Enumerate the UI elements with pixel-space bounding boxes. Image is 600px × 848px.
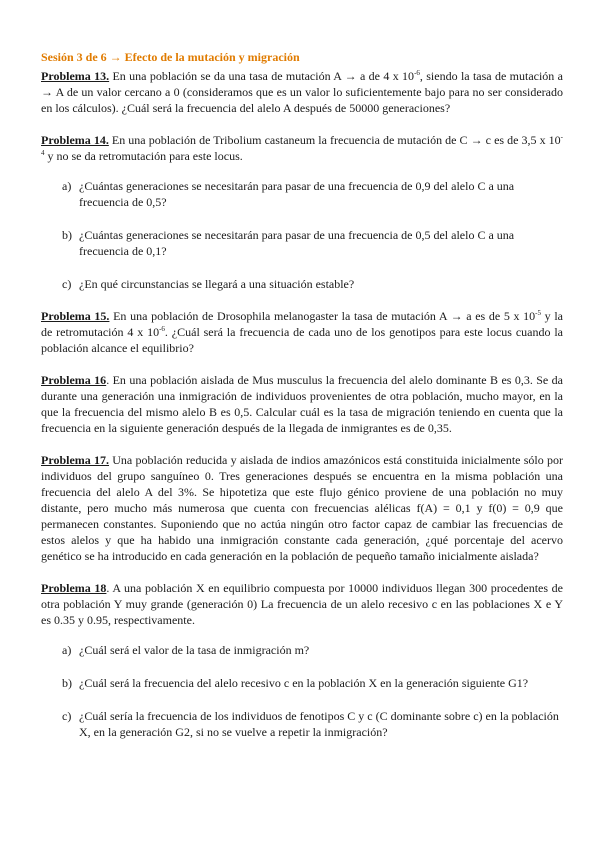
item-marker: b)	[62, 228, 72, 242]
list-item	[62, 675, 563, 691]
problem-18-questions	[41, 642, 563, 740]
item-text: ¿Cuál sería la frecuencia de los individuos de fenotipos C y c (C dominante sobre c) en la población X, en la generación G2, si no se vuelve a repetir la inmigración?	[79, 709, 559, 739]
problem-text: En una población de Drosophila melanogaster la tasa de mutación A → a es de 5 x 10	[109, 309, 536, 323]
problem-title: Problema 16	[41, 373, 107, 387]
list-item	[62, 227, 563, 259]
session-heading: Sesión 3 de 6 → Efecto de la mutación y migración	[41, 50, 300, 64]
item-marker: a)	[62, 179, 72, 193]
problem-title: Problema 14.	[41, 133, 109, 147]
item-text: ¿Cuántas generaciones se necesitarán para pasar de una frecuencia de 0,9 del alelo C a una frecuencia de 0,5?	[79, 179, 515, 209]
problem-text: . ¿Cuál será la frecuencia de cada uno de los genotipos para este locus cuando la población alcance el equilibrio?	[41, 325, 563, 355]
problem-text: y no se da retromutación para este locus.	[44, 149, 243, 163]
item-marker: a)	[62, 643, 72, 657]
problem-text: En una población se da una tasa de mutación A → a de 4 x 10	[109, 69, 415, 83]
exponent: -5	[535, 309, 542, 317]
item-text: ¿Cuál será la frecuencia del alelo recesivo c en la población X en la generación siguiente G1?	[79, 676, 529, 690]
document-page	[41, 50, 563, 756]
problem-title: Problema 13.	[41, 69, 110, 83]
list-item	[62, 178, 563, 210]
problem-title: Problema 15.	[41, 309, 110, 323]
item-text: ¿Cuántas generaciones se necesitarán para pasar de una frecuencia de 0,5 del alelo C a una frecuencia de 0,1?	[79, 228, 515, 258]
problem-15	[41, 308, 563, 356]
item-marker: c)	[62, 277, 72, 291]
list-item	[62, 276, 563, 292]
problem-text: , siendo la tasa de mutación a → A de un valor cercano a 0 (consideramos que es un valor lo suficientemente bajo para no ser considerado en los cálculos). ¿Cuál será la frecuencia del alelo A después de 50000 generaciones?	[41, 69, 563, 115]
exponent: -6	[414, 69, 420, 77]
problem-14	[41, 132, 563, 164]
problem-text: . A una población X en equilibrio compuesta por 10000 individuos llegan 300 procedentes de otra población Y muy grande (generación 0) La frecuencia de un alelo recesivo c en las poblaciones X e Y es 0.35 y 0.95, respectivamente.	[41, 581, 563, 627]
problem-text: En una población de Tribolium castaneum la frecuencia de mutación de C → c es de 3,5 x 10	[108, 133, 561, 147]
item-marker: c)	[62, 709, 72, 723]
item-text: ¿En qué circunstancias se llegará a una situación estable?	[79, 277, 355, 291]
problem-13	[41, 68, 563, 116]
problem-14-questions	[41, 178, 563, 292]
problem-title: Problema 18	[41, 581, 107, 595]
exponent: -4	[41, 133, 563, 157]
problem-text: Una población reducida y aislada de indios amazónicos está constituida inicialmente sólo por individuos del grupo sanguíneo 0. Tres generaciones después se encuentra en la misma población una frecuencia del alelo A del 3%. Se hipotetiza que este flujo génico proviene de una población no muy distante, pero mucho más numerosa que cuenta con frecuencias alélicas f(A) = 0,1 y f(0) = 0,9 que permanecen constantes. Suponiendo que no actúa ningún otro factor capaz de cambiar las frecuencias de estos alelos y que ha habido una inmigración constante cada generación, ¿qué porcentaje del acervo genético se ha introducido en cada generación en la población de pequeño tamaño inicialmente aislada?	[41, 453, 563, 563]
problem-16	[41, 372, 563, 436]
problem-text: . En una población aislada de Mus musculus la frecuencia del alelo dominante B es 0,3. Se da durante una generación una inmigración de individuos provenientes de otra población, mucho mayor, en la que la frecuencia del mismo alelo B es 0,5. Calcular cuál es la tasa de migración teniendo en cuenta que la frecuencia en la siguiente generación después de la llegada de inmigrantes es de 0,35.	[41, 373, 563, 435]
list-item	[62, 642, 563, 658]
item-marker: b)	[62, 676, 72, 690]
item-text: ¿Cuál será el valor de la tasa de inmigración m?	[79, 643, 310, 657]
list-item	[62, 708, 563, 740]
exponent: -6	[159, 325, 165, 333]
problem-18	[41, 580, 563, 628]
problem-title: Problema 17.	[41, 453, 110, 467]
problem-17	[41, 452, 563, 564]
problem-text: y la de retromutación 4 x 10	[41, 309, 563, 339]
